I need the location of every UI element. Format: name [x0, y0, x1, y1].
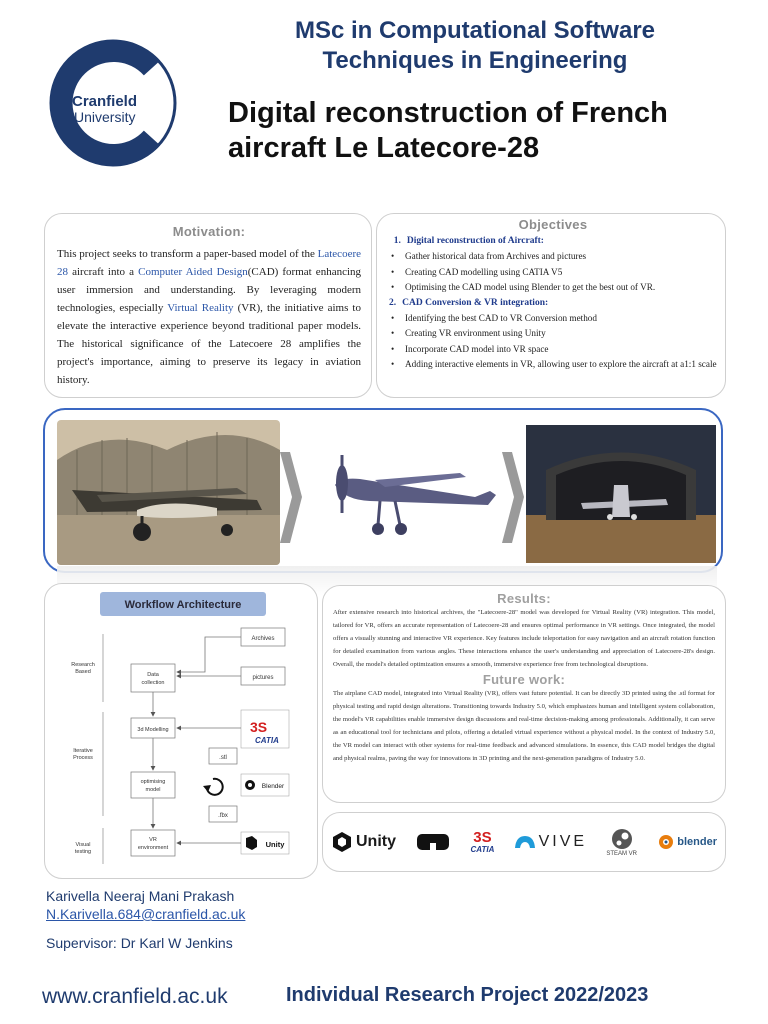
motivation-text: This project seeks to transform a paper-based model of the Latecoere 28 aircraft into a Computer Aided Design(CAD) format enhancing user immersion and understanding. By leveraging modern technologies, especially Virtual Reality (VR), the initiative aims to elevate the interactive experience beyond traditional paper models. The historical significance of the Latecoere 28 amplifies the project's importance, aiming to preserve its legacy in aviation history. [57, 248, 362, 386]
future-work-title: Future work: [482, 672, 566, 687]
workflow-panel [44, 583, 318, 879]
catia-logo: 3S CATIA [470, 828, 495, 854]
motivation-title: Motivation: [172, 224, 246, 239]
list-item: • Identifying the best CAD to VR Conversion method [389, 311, 717, 327]
list-item: • Adding interactive elements in VR, allowing user to explore the aircraft at a1:1 scale [389, 357, 717, 373]
blender-label: Blender [261, 783, 285, 790]
svg-text:Process: Process [73, 755, 93, 761]
vive-logo: VIVE [514, 833, 587, 851]
steamvr-logo: STEAM VR [606, 828, 637, 857]
results-title: Results: [497, 591, 551, 606]
cad-aircraft-model [300, 425, 510, 560]
historical-aircraft-photo [57, 420, 280, 565]
logo-line1: Cranfield [72, 93, 138, 110]
results-panel [322, 585, 726, 803]
svg-text:3S: 3S [250, 719, 268, 735]
list-item: • Creating CAD modelling using CATIA V5 [389, 265, 717, 281]
stl-label: .stl [219, 755, 227, 761]
chevron-right-icon [500, 450, 526, 545]
objective-heading-2: 2. CAD Conversion & VR integration: [389, 297, 549, 308]
cranfield-university-logo [44, 38, 182, 168]
vr-environment-node: VR [149, 837, 157, 843]
objectives-title: Objectives [518, 217, 588, 232]
visual-testing-label: Visual [75, 842, 91, 848]
future-work-text: The airplane CAD model, integrated into Virtual Reality (VR), offers vast future potential. It can be directly 3D printed using the .stl format for physical testing and rapid design alterations. Transitioning towards Industry 5.0, which emphasizes human and intelligent system collaboration, the model's VR capabilities enable immersive design discussions and real-time decision-making among professionals. Additionally, it can serve as an educational tool for technicians and pilots, offering a detailed virtual experience without a physical model. In the context of Industry 5.0, the VR model can interact with other systems for real-time feedback and advanced simulations. In essence, this CAD model bridges the digital and physical realms, paving the way for innovations in 3D printing and the next-generation paradigms of Industry 5.0. [333, 690, 715, 762]
vive-icon [514, 834, 536, 850]
unity-label: Unity [265, 840, 285, 849]
list-item: • Gather historical data from Archives and pictures [389, 249, 717, 265]
research-based-label: Research [71, 662, 95, 668]
optimising-node: optimising [140, 779, 166, 785]
vr-headset-icon [415, 831, 451, 853]
supervisor: Supervisor: Dr Karl W Jenkins [46, 935, 233, 951]
workflow-diagram [45, 584, 319, 880]
list-item: • Incorporate CAD model into VR space [389, 342, 717, 358]
unity-logo: Unity [331, 831, 396, 853]
steam-icon [611, 828, 633, 850]
objective-list-1 [389, 249, 717, 296]
vr-hangar-scene [526, 425, 716, 563]
website-link[interactable]: www.cranfield.ac.uk [42, 985, 228, 1008]
pictures-node: pictures [252, 675, 274, 681]
modelling-node: 3d Modelling [137, 727, 169, 733]
catia-label: CATIA [255, 736, 279, 745]
svg-text:environment: environment [137, 845, 169, 851]
technology-logos [322, 812, 726, 872]
logo-line2: University [74, 109, 136, 125]
objective-list-2 [389, 311, 717, 373]
svg-text:model: model [145, 787, 161, 793]
blender-icon [656, 833, 674, 851]
svg-text:Based: Based [75, 669, 91, 675]
workflow-title: Workflow Architecture [124, 599, 242, 611]
fbx-label: .fbx [218, 813, 228, 819]
author-email-link[interactable]: N.Karivella.684@cranfield.ac.uk [46, 906, 246, 922]
objectives-panel [376, 213, 726, 398]
data-collection-node: Data [147, 672, 159, 678]
program-title: MSc in Computational Software Techniques in Engineering [294, 17, 656, 74]
list-item: • Optimising the CAD model using Blender to get the best out of VR. [389, 280, 717, 296]
iterative-process-label: Iterative [73, 748, 93, 754]
motivation-panel [44, 213, 372, 398]
list-item: • Creating VR environment using Unity [389, 326, 717, 342]
archives-node: Archives [251, 636, 275, 642]
objective-heading-1: 1. Digital reconstruction of Aircraft: [393, 236, 544, 246]
svg-text:testing: testing [74, 849, 92, 855]
blender-logo: blender [656, 833, 717, 851]
unity-icon [331, 831, 353, 853]
svg-text:collection: collection [141, 680, 165, 686]
project-title: Digital reconstruction of French aircraft Le Latecore-28 [228, 97, 668, 164]
results-text: After extensive research into historical archives, the "Latecoere-28" model was developed for Virtual Reality (VR) integration. This model, tailored for VR, offers an accurate representation of Latecoere-28 and ensures optimal performance in VR settings. Once integrated, the model offers a visually stunning and interactive VR experience. Key features include teleportation for easy navigation and an aircraft rotation function for detailed examination from various angles. These interactions enhance the user's understanding and appreciation of Latecoere-28's design. Overall, the model's detailed optimization ensures a smooth, immersive experience free from technological disruptions. [333, 609, 715, 668]
author-name: Karivella Neeraj Mani Prakash [46, 888, 235, 904]
project-footer: Individual Research Project 2022/2023 [286, 984, 649, 1006]
